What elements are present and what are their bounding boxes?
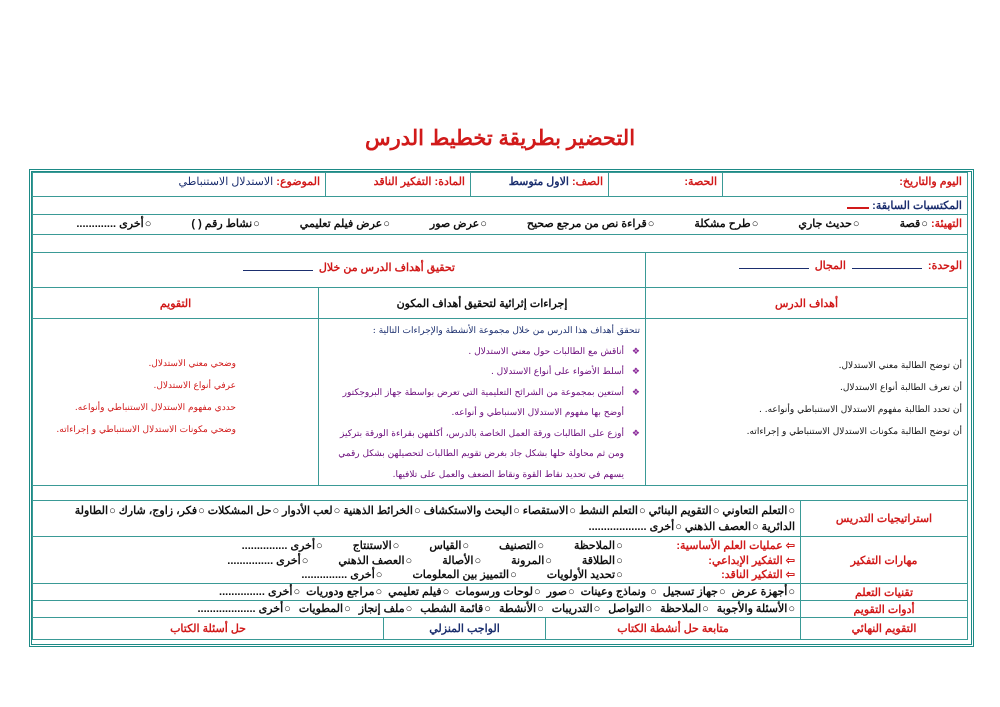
option-checkbox[interactable]: ○ أخرى ............... <box>242 540 323 552</box>
achieve-blank <box>243 270 313 271</box>
option-checkbox[interactable]: ○ فيلم تعليمي <box>388 586 449 598</box>
period-cell[interactable] <box>608 172 723 197</box>
topic-label: الموضوع: <box>276 176 320 188</box>
thinking-row-label: التفكير الإبداعي: <box>708 554 783 567</box>
thinking-options <box>32 536 801 584</box>
page-title: التحضير بطريقة تخطيط الدرس <box>364 127 636 150</box>
evaluation-item: وضحي معني الاستدلال. <box>148 359 236 369</box>
option-checkbox[interactable]: ○ جهاز تسجيل <box>663 586 726 598</box>
day-date-cell[interactable] <box>722 172 968 197</box>
tools-options <box>32 600 801 618</box>
field-label: المجال <box>814 260 846 272</box>
option-checkbox[interactable]: ○ الطاولة الدائرية <box>75 505 795 533</box>
final-eval-label: التقويم النهائي <box>800 617 968 640</box>
option-checkbox[interactable]: ○ ونماذج وعينات <box>581 586 657 598</box>
grade-value: الاول متوسط <box>508 176 569 188</box>
procedure-item: ❖ أناقش مع الطالبات حول معني الاستدلال . <box>324 342 624 363</box>
field-blank <box>739 268 809 269</box>
tools-label: أدوات التقويم <box>800 600 968 618</box>
strategies-label: استراتيجيات التدريس <box>800 500 968 537</box>
option-checkbox[interactable]: ○ تحديد الأولويات <box>547 569 623 581</box>
option-checkbox[interactable]: ○ العصف الذهني <box>338 555 412 567</box>
option-checkbox[interactable]: ○ التعلم النشط <box>579 505 646 517</box>
topic-cell <box>32 172 326 197</box>
unit-cell[interactable] <box>645 252 968 288</box>
option-checkbox[interactable]: ○ لعب الأدوار <box>282 505 340 517</box>
unit-blank <box>852 268 922 269</box>
homework-value[interactable]: حل أسئلة الكتاب <box>32 617 384 640</box>
option-checkbox[interactable]: ○ البحث والاستكشاف <box>424 505 520 517</box>
subject-label: المادة: <box>434 176 465 188</box>
option-checkbox[interactable]: ○ قصة <box>900 218 928 230</box>
option-checkbox[interactable]: ○ المطويات <box>299 603 351 615</box>
option-checkbox[interactable]: ○ أخرى ............... <box>301 569 382 581</box>
objectives-cell <box>645 318 968 486</box>
evaluation-header: التقويم <box>32 287 319 319</box>
option-checkbox[interactable]: ○ طرح مشكلة <box>694 218 758 230</box>
prior-knowledge-row[interactable] <box>32 196 968 215</box>
option-checkbox[interactable]: ○ التمييز بين المعلومات <box>412 569 516 581</box>
option-checkbox[interactable]: ○ الأنشطة <box>499 603 544 615</box>
option-checkbox[interactable]: ○ مراجع ودوريات <box>306 586 382 598</box>
option-checkbox[interactable]: ○ عرض فيلم تعليمي <box>300 218 390 230</box>
option-checkbox[interactable]: ○ المرونة <box>511 555 552 567</box>
evaluation-item: حددي مفهوم الاستدلال الاستنباطي وأنواعه. <box>74 403 236 413</box>
warmup-row <box>32 214 968 235</box>
option-checkbox[interactable]: ○ عرض صور <box>430 218 487 230</box>
option-checkbox[interactable]: ○ الاستنتاج <box>353 540 400 552</box>
final-followup: متابعة حل أنشطة الكتاب <box>545 617 801 640</box>
strategies-options <box>32 500 801 537</box>
option-checkbox[interactable]: ○ الطلاقة <box>582 555 623 567</box>
option-checkbox[interactable]: ○ التدريبات <box>552 603 601 615</box>
option-checkbox[interactable]: ○ قراءة نص من مرجع صحيح <box>527 218 654 230</box>
procedures-header: إجراءات إثرائية لتحقيق أهداف المكون <box>318 287 646 319</box>
option-checkbox[interactable]: ○ فكر، زاوج، شارك <box>119 505 205 517</box>
option-checkbox[interactable]: ○ نشاط رقم ( ) <box>191 218 259 230</box>
achieve-label: تحقيق أهداف الدرس من خلال <box>318 262 455 274</box>
option-checkbox[interactable]: ○ التقويم البنائي <box>649 505 720 517</box>
arrow-icon: ⇦ <box>782 540 795 552</box>
unit-label: الوحدة: <box>927 260 962 272</box>
subject-value: التفكير الناقد <box>373 176 432 188</box>
option-checkbox[interactable]: ○ التواصل <box>608 603 652 615</box>
thinking-row-label: التفكير الناقد: <box>721 569 783 581</box>
arrow-icon: ⇦ <box>782 569 795 581</box>
grade-label: الصف: <box>572 176 603 188</box>
arrow-icon: ⇦ <box>782 554 795 567</box>
procedure-item: ❖ أستعين بمجموعة من الشرائح التعليمية التي تعرض بواسطة جهاز البروجكتور أوضح بها مفهوم الاستدلال الاسنباطي و أنواعه. <box>324 383 624 424</box>
grade-cell <box>470 172 609 197</box>
option-checkbox[interactable]: ○ أخرى ............... <box>219 586 300 598</box>
day-date-label: اليوم والتاريخ: <box>899 176 962 188</box>
empty-row <box>32 485 968 501</box>
evaluation-item: وضحي مكونات الاستدلال الاستنباطي و إجراءاته. <box>56 425 236 435</box>
homework-label: الواجب المنزلي <box>383 617 546 640</box>
procedures-intro: تتحقق أهداف هذا الدرس من خلال مجموعة الأنشطة والإجراءات التالية : <box>372 326 640 336</box>
objective-item: أن تعرف الطالبة أنواع الاستدلال. <box>839 383 962 393</box>
objective-item: أن توضح الطالبة مكونات الاستدلال الاستنباطي و إجراءاته. <box>746 427 962 437</box>
thinking-label: مهارات التفكير <box>800 536 968 584</box>
evaluation-cell <box>32 318 319 486</box>
subject-cell <box>325 172 471 197</box>
option-checkbox[interactable]: ○ التصنيف <box>499 540 544 552</box>
option-checkbox[interactable]: ○ حديث جاري <box>798 218 859 230</box>
achieve-cell[interactable] <box>32 252 646 288</box>
option-checkbox[interactable]: ○ قائمة الشطب <box>420 603 491 615</box>
option-checkbox[interactable]: ○ التعلم التعاوني <box>722 505 795 517</box>
tech-label: تقنيات التعلم <box>800 583 968 601</box>
option-checkbox[interactable]: ○ أخرى ................... <box>198 603 291 615</box>
thinking-row-label: عمليات العلم الأساسية: <box>676 540 783 552</box>
procedure-item: ❖ أسلط الأضواء على أنواع الاستدلال . <box>324 362 624 383</box>
option-checkbox[interactable]: ○ القياس <box>429 540 469 552</box>
objective-item: أن تحدد الطالبة مفهوم الاستدلال الاستنباطي وأنواعه. . <box>758 405 962 415</box>
tech-options <box>32 583 801 601</box>
option-checkbox[interactable]: ○ لوحات ورسومات <box>455 586 540 598</box>
prior-knowledge-label: المكتسبات السابقة: <box>872 200 962 212</box>
objective-item: أن توضح الطالبة معني الاستدلال. <box>838 361 962 371</box>
option-checkbox[interactable]: ○ حل المشكلات <box>208 505 279 517</box>
topic-value: الاستدلال الاستنباطي <box>178 176 274 188</box>
option-checkbox[interactable]: ○ أخرى ............. <box>76 218 151 230</box>
procedure-item: ❖ أوزع على الطالبات ورقة العمل الخاصة بالدرس، أكلفهن بقراءة الورقة بتركيز ومن ثم محاولة حلها بشكل جاد بغرض تقويم الطالبات لتحصيلهن بشكل رقمي يسهم في تحديد نقاط القوة ونقاط الضعف والعمل على تلافيها. <box>324 424 624 486</box>
option-checkbox[interactable]: ○ الملاحظة <box>660 603 709 615</box>
option-checkbox[interactable]: ○ العصف الذهني <box>685 521 759 533</box>
option-checkbox[interactable]: ○ الخرائط الذهنية <box>343 505 420 517</box>
option-checkbox[interactable]: ○ الأصالة <box>442 555 481 567</box>
period-label: الحصة: <box>684 176 717 188</box>
option-checkbox[interactable]: ○ الملاحظة <box>574 540 623 552</box>
option-checkbox[interactable]: ○ الأسئلة والأجوبة <box>717 603 795 615</box>
empty-row <box>32 234 968 253</box>
option-checkbox[interactable]: ○ أجهزة عرض <box>732 586 795 598</box>
warmup-label: التهيئة: <box>931 218 962 230</box>
option-checkbox[interactable]: ○ صور <box>547 586 575 598</box>
objectives-header: أهداف الدرس <box>645 287 968 319</box>
option-checkbox[interactable]: ○ أخرى ............... <box>227 555 308 567</box>
prior-blank <box>847 207 869 209</box>
procedures-cell <box>318 318 646 486</box>
option-checkbox[interactable]: ○ الاستقصاء <box>523 505 576 517</box>
option-checkbox[interactable]: ○ أخرى ................... <box>589 521 682 533</box>
option-checkbox[interactable]: ○ ملف إنجاز <box>359 603 413 615</box>
evaluation-item: عرفي أنواع الاستدلال. <box>153 381 236 391</box>
